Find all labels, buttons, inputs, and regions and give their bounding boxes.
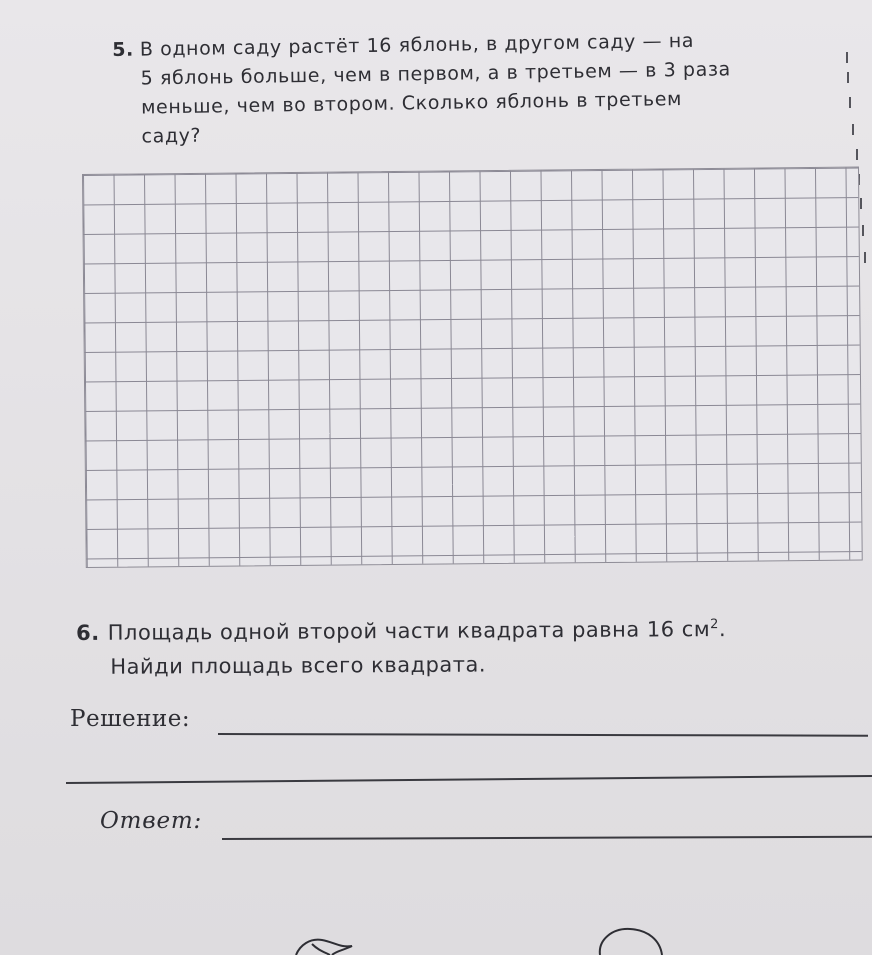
doodle-right-icon (600, 929, 662, 955)
task-6-number: 6. (76, 620, 100, 645)
task-5-text-1: В одном саду растёт 16 яблонь, в другом саду — на (139, 29, 695, 61)
task-5-line-4: саду? (141, 124, 202, 148)
task-5-line-2: 5 яблонь больше, чем в первом, а в третьем — в 3 раза (140, 58, 731, 90)
task-6-line-2: Найди площадь всего квадрата. (110, 652, 487, 679)
task-6-exponent: 2 (710, 617, 719, 633)
task-6-text-1: Площадь одной второй части квадрата равна 16 см (107, 617, 711, 645)
task-6-period: . (718, 617, 727, 642)
doodle-left-icon (296, 940, 352, 955)
solution-label: Решение: (70, 706, 191, 732)
answer-label: Ответ: (100, 808, 203, 834)
task-5-line-3: меньше, чем во втором. Сколько яблонь в третьем (140, 88, 683, 119)
task-5-number: 5. (112, 38, 135, 61)
